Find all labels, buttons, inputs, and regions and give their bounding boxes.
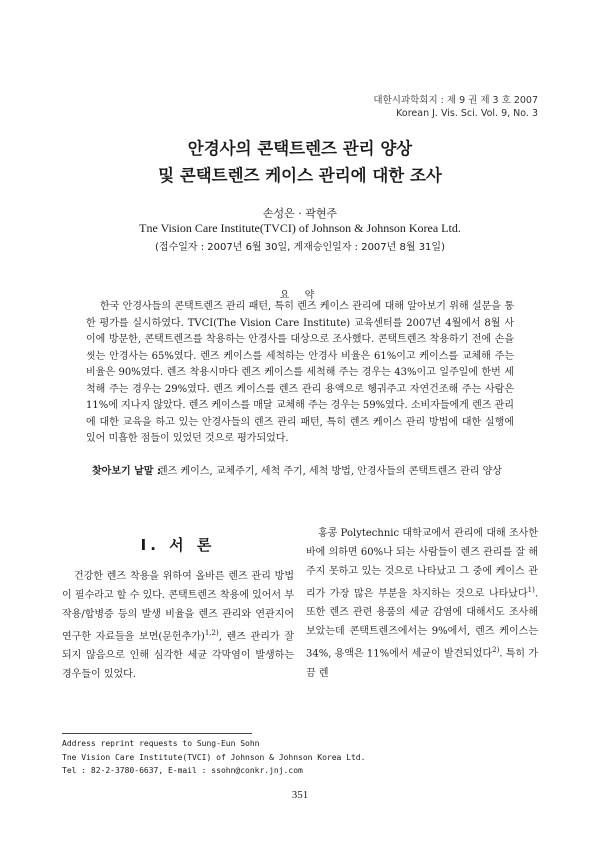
section-heading-introduction: I. 서 론 [140, 536, 216, 554]
footnote [62, 737, 365, 778]
keywords [92, 463, 514, 480]
right-paragraph-part-1: 홍콩 Polytechnic 대학교에서 관리에 대해 조사한 바에 의하면 60%나 되는 사람들이 렌즈 관리를 잘 해주지 못하고 있는 것으로 나타났고 그 중에 케이스 관리가 가장 많은 부분을 차지하는 것으로 나타났다 [306, 528, 538, 600]
title-line-1: 안경사의 콘택트렌즈 관리 양상 [187, 139, 413, 158]
body-column-left [62, 567, 294, 684]
footnote-institution: Tne Vision Care Institute(TVCI) of Johnson & Johnson Korea Ltd. [62, 752, 366, 762]
citation: 2) [492, 646, 500, 655]
keywords-label: 찾아보기 낱말 : [92, 466, 161, 477]
submission-dates: (접수일자 : 2007년 6월 30일, 게재승인일자 : 2007년 8월 31일) [155, 242, 445, 253]
citation: 1,2) [204, 629, 219, 637]
title-line-2: 및 콘택트렌즈 케이스 관리에 대한 조사 [158, 166, 442, 185]
keywords-text: 렌즈 케이스, 교체주기, 세척 주기, 세척 방법, 안경사들의 콘택트렌즈 관리 양상 [158, 466, 502, 477]
right-paragraph-part-3: . 특히 가끔 렌 [306, 648, 538, 679]
right-paragraph-part-2: . 또한 렌즈 관련 용품의 세균 감염에 대해서도 조사해 보았는데 콘택트렌즈에서는 9%에서, 렌즈 케이스는 34%, 용액은 11%에서 세균이 발견되었다 [306, 588, 538, 660]
footnote-contact: Tel : 82-2-3780-6637, E-mail : ssohn@conkr.jnj.com [62, 766, 303, 775]
journal-name-english: Korean J. Vis. Sci. Vol. 9, No. 3 [396, 108, 538, 119]
citation: 1) [527, 586, 535, 594]
footnote-reprint: Address reprint requests to Sung-Eun Sohn [62, 739, 260, 748]
body-column-right [306, 524, 538, 683]
intro-paragraph-end: , 렌즈 관리가 잘 되지 않음으로 인해 심각한 세균 각막염이 발생하는 경우들이 있었다. [62, 631, 294, 681]
affiliation: Tne Vision Care Institute(TVCI) of Johnson & Johnson Korea Ltd. [139, 221, 461, 235]
intro-paragraph: 건강한 렌즈 착용을 위하여 올바른 렌즈 관리 방법이 필수라고 할 수 있다. 콘택트렌즈 착용에 있어서 부작용/합병증 등의 발생 비율을 렌즈 관리와 연관지어 연구한 자료들을 보면(문헌추가) [62, 571, 294, 643]
abstract-heading: 요 약 [279, 290, 321, 301]
paper-title [0, 135, 600, 189]
journal-name-korean: 대한시과학회지 : 제 9 권 제 3 호 2007 [373, 95, 538, 106]
footnote-divider [62, 733, 252, 734]
abstract-text: 한국 안경사들의 콘택트렌즈 관리 패턴, 특히 렌즈 케이스 관리에 대해 알아보기 위해 설문을 통한 평가를 실시하였다. TVCI(The Vision Care Institute) 교육센터를 2007년 4월에서 8월 사이에 방문한, 콘택트렌즈를 착용하는 안경사를 대상으로 조사했다. 콘택트렌즈 착용하기 전에 손을 씻는 안경사는 65%였다. 렌즈 케이스를 세척하는 안경사 비율은 61%이고 케이스를 교체해 주는 비율은 90%였다. 렌즈 착용시마다 렌즈 케이스를 세척해 주는 경우는 43%이고 일주일에 한번 세척해 주는 경우는 29%였다. 렌즈 케이스를 렌즈 관리 용액으로 헹궈주고 자연건조해 주는 사람은 11%에 지나지 않았다. 렌즈 케이스를 매달 교체해 주는 경우는 59%였다. 소비자들에게 렌즈 관리에 대한 교육을 하고 있는 안경사들의 렌즈 관리 패턴, 특히 렌즈 케이스 관리 방법에 대한 실행에 있어 미흡한 점들이 있었던 것으로 평가되었다. [86, 301, 514, 444]
page-number: 351 [291, 789, 309, 801]
journal-header [373, 94, 538, 120]
authors: 손성은 · 곽현주 [262, 207, 338, 220]
